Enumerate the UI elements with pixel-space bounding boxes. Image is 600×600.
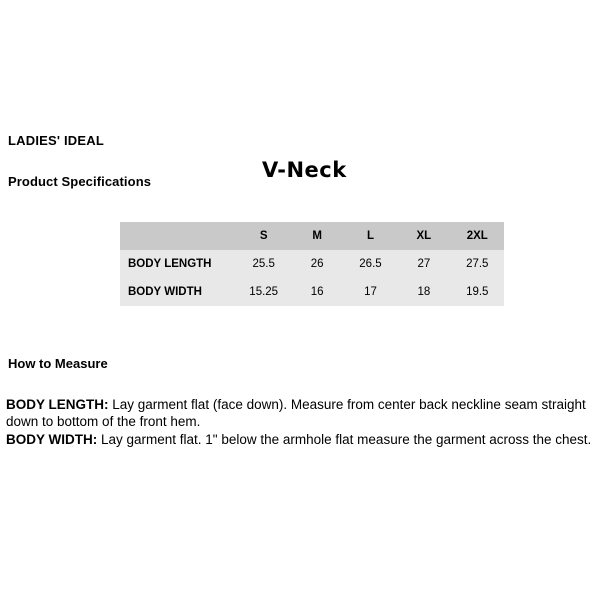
table-header-row — [120, 222, 504, 250]
size-chart-table — [120, 222, 504, 306]
instruction-term-body-width: BODY WIDTH: — [6, 432, 98, 447]
brand-name: LADIES' IDEAL — [8, 133, 104, 148]
table-row — [120, 278, 504, 306]
body-length-xl: 27 — [417, 258, 431, 270]
how-to-measure-heading: How to Measure — [8, 356, 108, 371]
instruction-body-width — [6, 431, 596, 448]
body-width-xl: 18 — [417, 286, 431, 298]
header-cell-size-xl: XL — [416, 230, 432, 242]
product-specifications-heading: Product Specifications — [8, 174, 152, 189]
row-label-body-length: BODY LENGTH — [128, 258, 212, 270]
body-width-l: 17 — [364, 286, 377, 298]
instruction-body-length — [6, 396, 596, 430]
body-width-s: 15.25 — [249, 286, 279, 298]
header-cell-size-2xl: 2XL — [466, 230, 488, 242]
measure-instructions — [6, 396, 596, 449]
instruction-text-body-length: Lay garment flat (face down). Measure from center back neckline seam straight down to bottom of the front hem. — [6, 397, 586, 429]
style-name-title: V-Neck — [262, 158, 347, 182]
body-length-m: 26 — [310, 258, 324, 270]
header-cell-blank — [120, 222, 237, 250]
instruction-term-body-length: BODY LENGTH: — [6, 397, 109, 412]
body-length-2xl: 27.5 — [466, 258, 489, 270]
header-cell-size-l: L — [366, 230, 374, 242]
instruction-text-body-width: Lay garment flat. 1" below the armhole flat measure the garment across the chest. — [97, 432, 592, 447]
body-width-m: 16 — [310, 286, 324, 298]
body-length-l: 26.5 — [359, 258, 382, 270]
table-row — [120, 250, 504, 278]
header-cell-size-m: M — [312, 230, 322, 242]
row-label-body-width: BODY WIDTH — [128, 286, 202, 298]
size-chart-head — [120, 222, 504, 250]
size-chart-body — [120, 250, 504, 306]
body-width-2xl: 19.5 — [466, 286, 489, 298]
body-length-s: 25.5 — [252, 258, 275, 270]
header-cell-size-s: S — [259, 230, 268, 242]
